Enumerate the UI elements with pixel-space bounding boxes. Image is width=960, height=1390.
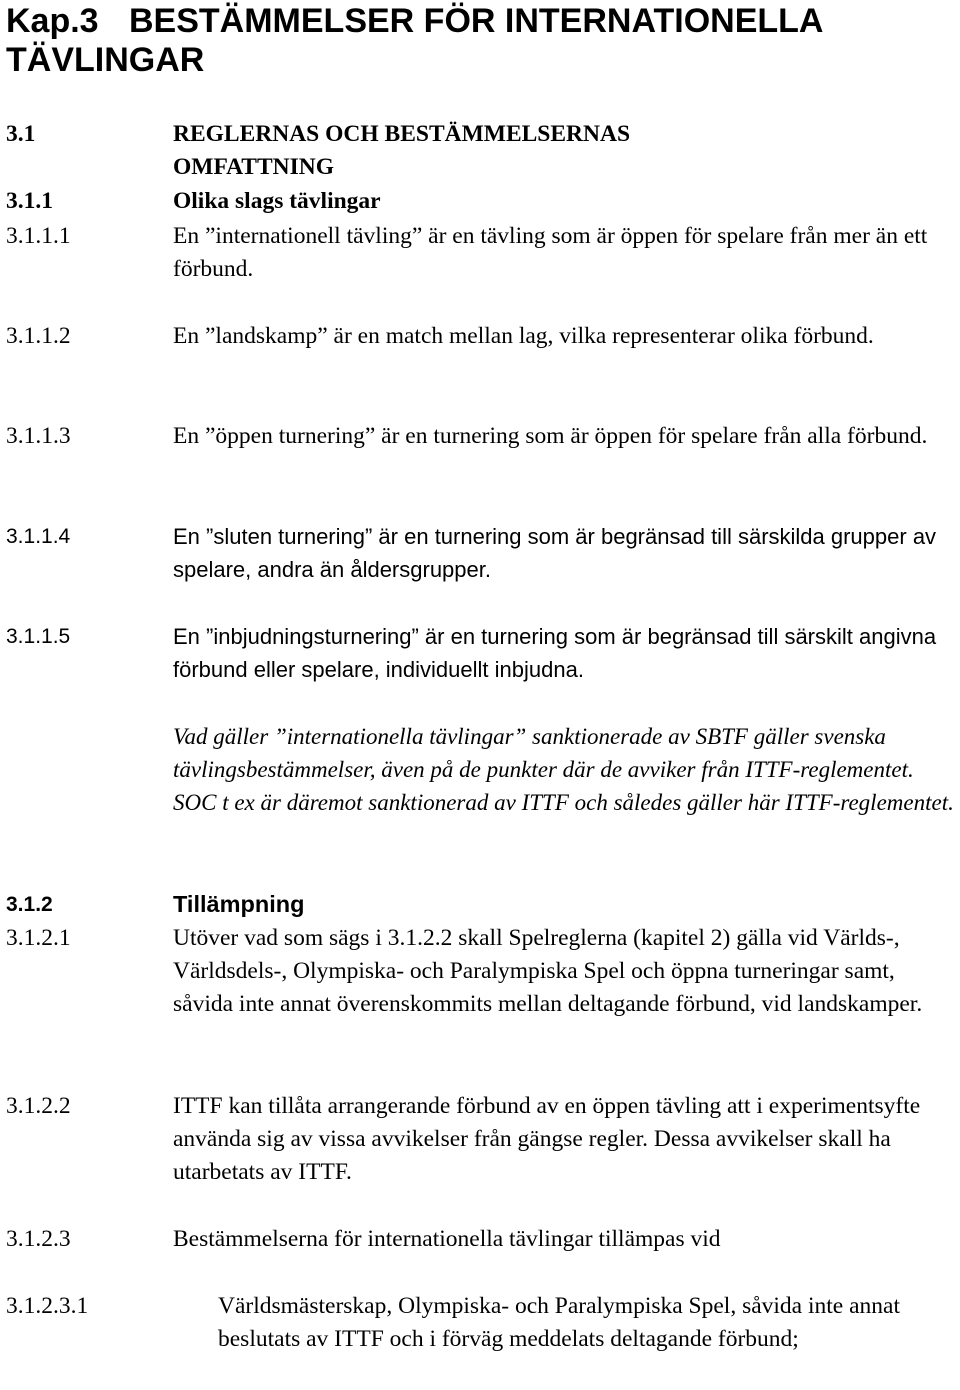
section-text: ITTF kan tillåta arrangerande förbund av en öppen tävling att i experimentsyfte använda sig av vissa avvikelser från gängse regler. Dessa avvikelser skall ha utarbetats av ITTF. — [173, 1093, 921, 1185]
section-number: 3.1.1.1 — [6, 223, 71, 249]
section-text: En ”inbjudningsturnering” är en turnering som är begränsad till särskilt angivna förbund eller spelare, individuellt inbjudna. — [173, 624, 937, 682]
section-number: 3.1.1.4 — [6, 525, 71, 548]
section-heading: REGLERNAS OCH BESTÄMMELSERNAS OMFATTNING — [173, 121, 631, 180]
chapter-title: BESTÄMMELSER FÖR INTERNATIONELLA TÄVLINGAR — [6, 2, 823, 79]
note-paragraph: Vad gäller ”internationella tävlingar” sanktionerade av SBTF gäller svenska tävlingsbestämmelser, även på de punkter där de avviker från ITTF-reglementet. SOC t ex är däremot sanktionerad av ITTF och således gäller här ITTF-reglementet. — [173, 724, 954, 815]
chapter-heading — [6, 2, 946, 80]
section-text: Bestämmelserna för internationella tävlingar tillämpas vid — [173, 1226, 721, 1252]
section-text: En ”landskamp” är en match mellan lag, vilka representerar olika förbund. — [173, 323, 874, 349]
section-number: 3.1.2.3.1 — [6, 1293, 89, 1319]
section-number: 3.1.2 — [6, 893, 53, 916]
section-number: 3.1.1.5 — [6, 625, 71, 648]
section-text: En ”öppen turnering” är en turnering som är öppen för spelare från alla förbund. — [173, 423, 928, 449]
section-number: 3.1 — [6, 121, 36, 147]
section-text: Världsmästerskap, Olympiska- och Paralympiska Spel, såvida inte annat beslutats av ITTF och i förväg meddelats deltagande förbund; — [218, 1293, 900, 1352]
section-number: 3.1.2.2 — [6, 1093, 71, 1119]
section-number: 3.1.1.3 — [6, 423, 71, 449]
section-number: 3.1.1.2 — [6, 323, 71, 349]
section-heading: Olika slags tävlingar — [173, 188, 381, 214]
section-text: En ”internationell tävling” är en tävling som är öppen för spelare från mer än ett förbund. — [173, 223, 928, 282]
section-number: 3.1.1 — [6, 188, 53, 214]
section-text: Utöver vad som sägs i 3.1.2.2 skall Spelreglerna (kapitel 2) gälla vid Världs-, Världsdels-, Olympiska- och Paralympiska Spel och öppna turneringar samt, såvida inte annat överenskommits mellan deltagande förbund, vid landskamper. — [173, 925, 923, 1017]
section-number: 3.1.2.1 — [6, 925, 71, 951]
section-heading: Tillämpning — [173, 891, 305, 917]
chapter-number: Kap.3 — [6, 2, 99, 40]
section-text: En ”sluten turnering” är en turnering som är begränsad till särskilda grupper av spelare, andra än åldersgrupper. — [173, 524, 937, 582]
section-number: 3.1.2.3 — [6, 1226, 71, 1252]
